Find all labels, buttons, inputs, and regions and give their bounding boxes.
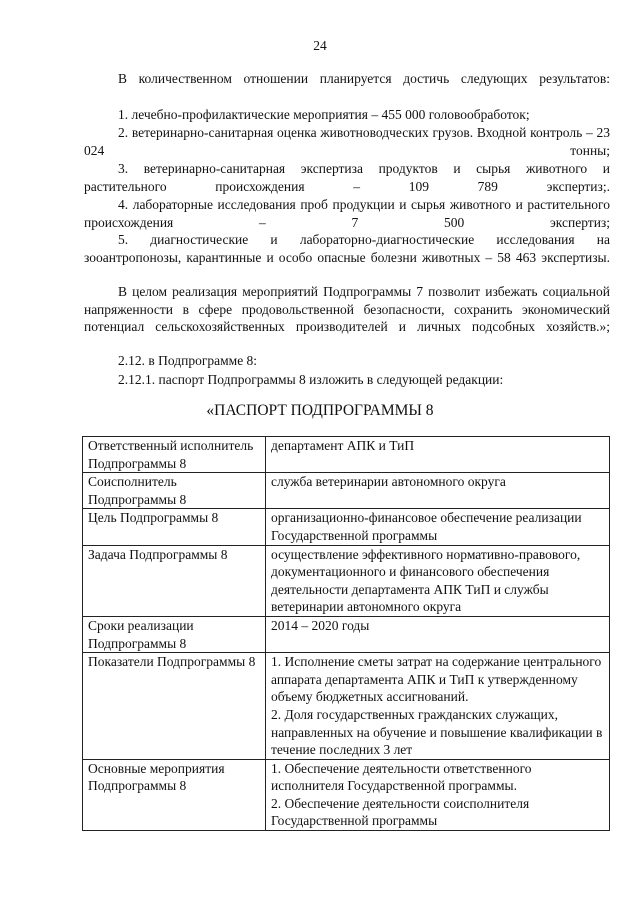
page-number: 24 — [313, 38, 327, 53]
paragraph-item-3: 3. ветеринарно-санитарная экспертиза продуктов и сырья животного и растительного происхождения – 109 789 экспертиз;. — [84, 161, 610, 194]
row-value-line: 1. Исполнение сметы затрат на содержание центрального аппарата департамента АПК и ТиП к утвержденному объему бюджетных ассигнований. — [271, 654, 602, 705]
row-value: служба ветеринарии автономного округа — [266, 473, 610, 509]
table-row — [83, 437, 610, 473]
table-row — [83, 653, 610, 760]
row-value-line: 1. Обеспечение деятельности ответственного исполнителя Государственной программы. — [271, 760, 532, 794]
row-label: Ответственный исполнитель Подпрограммы 8 — [83, 437, 266, 473]
row-label: Задача Подпрограммы 8 — [83, 545, 266, 616]
paragraph-section-2-12-1: 2.12.1. паспорт Подпрограммы 8 изложить в следующей редакции: — [118, 372, 504, 387]
row-label: Сроки реализации Подпрограммы 8 — [83, 616, 266, 652]
row-label: Основные мероприятия Подпрограммы 8 — [83, 759, 266, 830]
table-row — [83, 545, 610, 616]
paragraph-item-5: 5. диагностические и лабораторно-диагностические исследования на зооантропонозы, карантинные и особо опасные болезни животных – 58 463 экспертизы. — [84, 232, 610, 265]
row-label: Показатели Подпрограммы 8 — [83, 653, 266, 760]
row-value: 2014 – 2020 годы — [266, 616, 610, 652]
paragraph-section-2-12: 2.12. в Подпрограмме 8: — [118, 353, 258, 368]
row-value — [266, 759, 610, 830]
row-label: Соисполнитель Подпрограммы 8 — [83, 473, 266, 509]
table-row — [83, 473, 610, 509]
row-label: Цель Подпрограммы 8 — [83, 509, 266, 545]
row-value-line: 2. Доля государственных гражданских служащих, направленных на обучение и повышение квалификации в течение последних 3 лет — [271, 706, 603, 758]
table-row — [83, 509, 610, 545]
paragraph-item-1: 1. лечебно-профилактические мероприятия – 455 000 головообработок; — [118, 107, 530, 122]
row-value: департамент АПК и ТиП — [266, 437, 610, 473]
table-row — [83, 759, 610, 830]
passport-title: «ПАСПОРТ ПОДПРОГРАММЫ 8 — [206, 402, 434, 419]
table-row — [83, 616, 610, 652]
paragraph-summary: В целом реализация мероприятий Подпрограммы 7 позволит избежать социальной напряженности в сфере продовольственной безопасности, сохранить экономический потенциал сельскохозяйственных производителей и личных подсобных хозяйств.»; — [84, 284, 610, 335]
paragraph-intro: В количественном отношении планируется достичь следующих результатов: — [118, 71, 610, 86]
row-value-line: 2. Обеспечение деятельности соисполнителя Государственной программы — [271, 795, 530, 829]
row-value — [266, 653, 610, 760]
passport-table — [82, 436, 610, 831]
paragraph-item-4: 4. лабораторные исследования проб продукции и сырья животного и растительного происхождения – 7 500 экспертиз; — [84, 197, 610, 230]
row-value: осуществление эффективного нормативно-правового, документационного и финансового обеспечения деятельности департамента АПК ТиП и службы ветеринарии автономного округа — [266, 545, 610, 616]
row-value: организационно-финансовое обеспечение реализации Государственной программы — [266, 509, 610, 545]
paragraph-item-2: 2. ветеринарно-санитарная оценка животноводческих грузов. Входной контроль – 23 024 тонны; — [84, 125, 610, 158]
